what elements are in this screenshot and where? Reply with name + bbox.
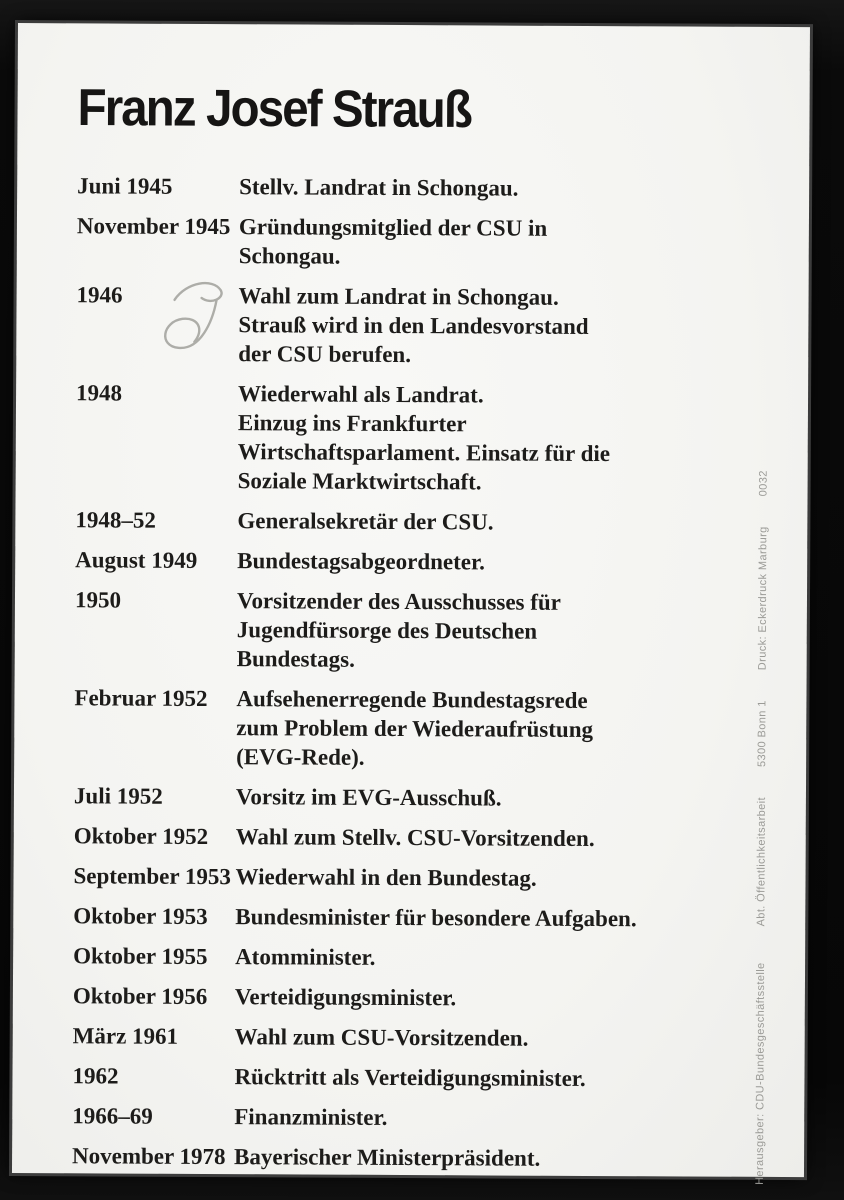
- timeline-row: [77, 211, 754, 273]
- timeline-event: Wiederwahl in den Bundestag.: [235, 864, 537, 891]
- timeline-date: 1966–69: [72, 1103, 153, 1129]
- timeline-date: Juli 1952: [73, 783, 163, 809]
- timeline-event: Rücktritt als Verteidigungsminister.: [234, 1064, 586, 1091]
- imprint: [754, 443, 770, 1185]
- imprint-segment: Herausgeber: CDU-Bundesgeschäftsstelle: [753, 962, 768, 1185]
- timeline-event: Gründungsmitglied der CSU in Schongau.: [238, 214, 548, 269]
- timeline-event: Verteidigungsminister.: [234, 984, 457, 1011]
- timeline-date: September 1953: [73, 863, 231, 890]
- timeline-event: Wahl zum Landrat in Schongau. Strauß wird in den Landesvorstand der CSU berufen.: [238, 283, 589, 368]
- timeline-date: Oktober 1956: [72, 983, 208, 1010]
- timeline-row: [73, 861, 750, 894]
- timeline: [72, 171, 754, 1174]
- timeline-event: Bayerischer Ministerpräsident.: [234, 1144, 541, 1171]
- timeline-row: [72, 1061, 749, 1094]
- autograph-card: [12, 23, 810, 1185]
- timeline-event: Wahl zum CSU-Vorsitzenden.: [234, 1024, 529, 1051]
- timeline-date: 1948–52: [75, 507, 156, 533]
- timeline-row: [73, 901, 750, 934]
- imprint-segment: 0032: [757, 470, 770, 497]
- timeline-event: Aufsehenerregende Bundestagsrede zum Problem der Wiederaufrüstung (EVG-Rede).: [236, 686, 594, 770]
- timeline-event: Atomminister.: [235, 944, 376, 970]
- timeline-date: 1948: [75, 380, 123, 406]
- timeline-date: März 1961: [72, 1023, 179, 1049]
- timeline-date: 1962: [72, 1063, 119, 1089]
- timeline-row: [72, 1101, 749, 1134]
- timeline-row: [72, 1141, 749, 1174]
- timeline-event: Finanzminister.: [234, 1104, 388, 1130]
- timeline-row: [75, 545, 752, 578]
- timeline-row: [74, 821, 751, 854]
- timeline-row: [73, 981, 750, 1014]
- timeline-row: [74, 781, 751, 814]
- timeline-event: Vorsitz im EVG-Ausschuß.: [235, 784, 502, 811]
- timeline-row: [75, 505, 752, 538]
- timeline-row: [76, 280, 753, 371]
- page-title: Franz Josef Strauß: [77, 78, 472, 139]
- timeline-event: Vorsitzender des Ausschusses für Jugendfürsorge des Deutschen Bundestags.: [236, 588, 562, 672]
- imprint-segment: Abt. Öffentlichkeitsarbeit: [755, 796, 768, 927]
- timeline-event: Stellv. Landrat in Schongau.: [239, 174, 519, 201]
- timeline-event: Wahl zum Stellv. CSU-Vorsitzenden.: [235, 824, 595, 852]
- timeline-row: [74, 683, 751, 774]
- timeline-event: Wiederwahl als Landrat. Einzug ins Frankfurter Wirtschaftsparlament. Einsatz für die Soziale Marktwirtschaft.: [237, 381, 611, 495]
- card-content: [72, 78, 755, 1171]
- timeline-date: Oktober 1955: [73, 943, 208, 970]
- timeline-date: 1950: [74, 587, 122, 613]
- timeline-date: Februar 1952: [74, 685, 208, 712]
- timeline-date: November 1978: [72, 1143, 226, 1170]
- timeline-date: Oktober 1953: [73, 903, 208, 930]
- timeline-row: [77, 171, 754, 204]
- imprint-segment: Druck: Eckerdruck Marburg: [756, 526, 770, 671]
- timeline-row: [75, 585, 752, 676]
- timeline-date: Juni 1945: [77, 173, 173, 199]
- timeline-row: [73, 1021, 750, 1054]
- timeline-event: Bundesminister für besondere Aufgaben.: [235, 904, 637, 932]
- imprint-segment: 5300 Bonn 1: [756, 700, 769, 768]
- timeline-row: [76, 378, 754, 498]
- timeline-date: November 1945: [76, 213, 231, 240]
- timeline-event: Generalsekretär der CSU.: [237, 508, 494, 535]
- timeline-date: Oktober 1952: [73, 823, 209, 850]
- timeline-event: Bundestagsabgeordneter.: [237, 548, 485, 575]
- timeline-date: 1946: [76, 282, 123, 308]
- timeline-date: August 1949: [75, 547, 198, 573]
- timeline-row: [73, 941, 750, 974]
